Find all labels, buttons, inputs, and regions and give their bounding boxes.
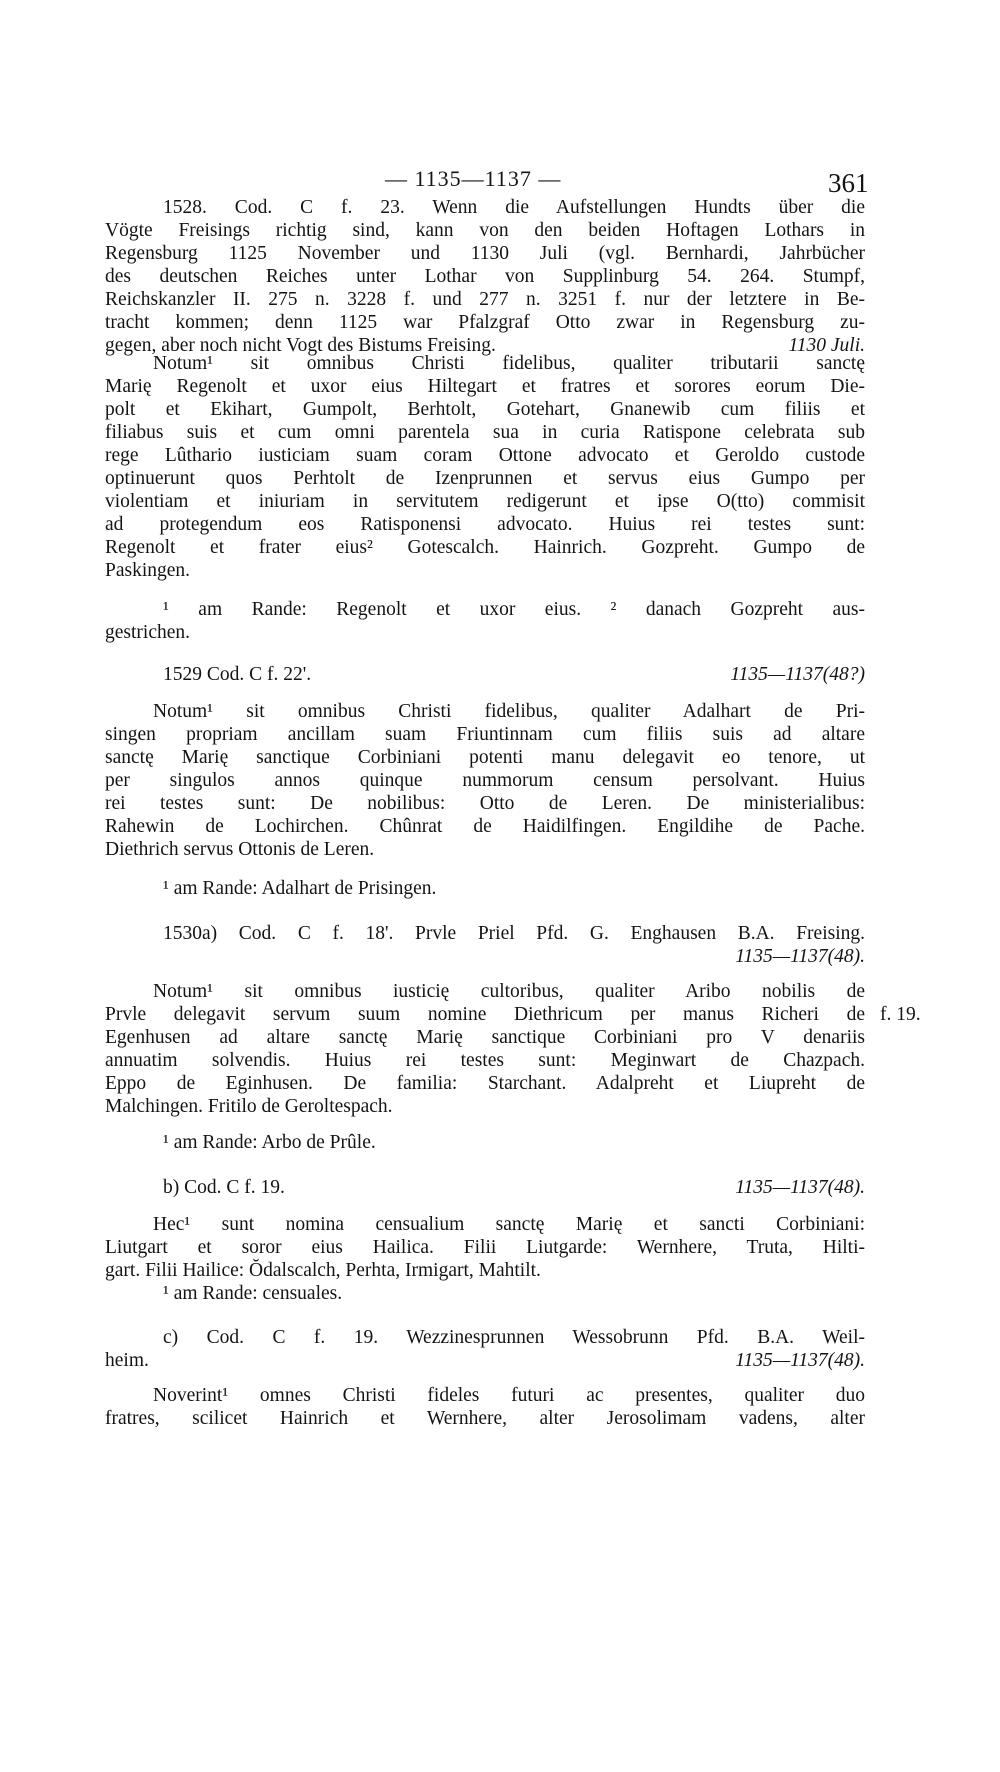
note-line: Vögte Freisings richtig sind, kann von den beiden Hoftagen Lothars in <box>105 220 865 241</box>
entry-date: 1130 Juli. <box>788 335 865 356</box>
note-line: des deutschen Reiches unter Lothar von Supplinburg 54. 264. Stumpf, <box>105 266 865 287</box>
body-line: sanctę Marię sanctique Corbiniani potenti manu delegavit eo tenore, ut <box>105 747 865 768</box>
entry-heading: 1529 Cod. C f. 22'. <box>163 664 312 685</box>
body-line: Egenhusen ad altare sanctę Marię sanctique Corbiniani pro V denariis <box>105 1027 865 1048</box>
entry-1530c-heading <box>105 1326 865 1372</box>
entry-date: 1135—1137(48). <box>735 946 865 967</box>
body-line: optinuerunt quos Perhtolt de Izenprunnen et servus eius Gumpo per <box>105 468 865 489</box>
footnote-line: ¹ am Rande: Adalhart de Prisingen. <box>163 878 437 899</box>
entry-1529-heading <box>105 663 865 686</box>
entry-1530a-footnote <box>105 1131 865 1154</box>
entry-date: 1135—1137(48). <box>735 1350 865 1371</box>
note-line: Regensburg 1125 November und 1130 Juli (vgl. Bernhardi, Jahrbücher <box>105 243 865 264</box>
body-line: filiabus suis et cum omni parentela sua in curia Ratispone celebrata sub <box>105 422 865 443</box>
heading-last-line <box>105 1349 865 1372</box>
entry-1529-body <box>105 700 865 861</box>
body-line: ad protegendum eos Ratisponensi advocato. Huius rei testes sunt: <box>105 514 865 535</box>
body-line: singen propriam ancillam suam Friuntinnam cum filiis suis ad altare <box>105 724 865 745</box>
body-line: Malchingen. Fritilo de Geroltespach. <box>105 1096 393 1117</box>
margin-folio-note: f. 19. <box>880 1004 921 1025</box>
entry-1528-body <box>105 352 865 582</box>
entry-1530c-body <box>105 1384 865 1430</box>
entry-1530b-body <box>105 1213 865 1305</box>
body-line: Paskingen. <box>105 560 191 581</box>
body-line: Eppo de Eginhusen. De familia: Starchant. Adalpreht et Liupreht de <box>105 1073 865 1094</box>
running-head: — 1135—1137 — <box>385 166 562 191</box>
entry-1528-footnote <box>105 598 865 644</box>
page-header <box>0 160 1000 200</box>
body-line: Notum¹ sit omnibus iusticię cultoribus, qualiter Aribo nobilis de <box>153 981 865 1002</box>
entry-heading: b) Cod. C f. 19. <box>163 1177 285 1198</box>
footnote-line: ¹ am Rande: Regenolt et uxor eius. ² danach Gozpreht aus- <box>163 599 865 620</box>
body-line: fratres, scilicet Hainrich et Wernhere, alter Jerosolimam vadens, alter <box>105 1408 865 1429</box>
body-line: gart. Filii Hailice: Ŏdalscalch, Perhta, Irmigart, Mahtilt. <box>105 1260 541 1281</box>
body-line: Notum¹ sit omnibus Christi fidelibus, qualiter Adalhart de Pri- <box>153 701 865 722</box>
entry-heading-cont: heim. <box>105 1350 149 1371</box>
body-line: polt et Ekihart, Gumpolt, Berhtolt, Gotehart, Gnanewib cum filiis et <box>105 399 865 420</box>
page-number: 361 <box>828 168 869 198</box>
note-line: gegen, aber noch nicht Vogt des Bistums Freising. <box>105 335 496 356</box>
body-line: Marię Regenolt et uxor eius Hiltegart et fratres et sorores eorum Die- <box>105 376 865 397</box>
entry-heading: 1530a) Cod. C f. 18'. Prvle Priel Pfd. G. Enghausen B.A. Freising. <box>163 923 865 944</box>
body-line: Diethrich servus Ottonis de Leren. <box>105 839 375 860</box>
footnote-line: ¹ am Rande: Arbo de Prûle. <box>163 1132 376 1153</box>
footnote-line: gestrichen. <box>105 622 191 643</box>
entry-date: 1135—1137(48). <box>735 1177 865 1198</box>
entry-1530a-body <box>105 980 865 1118</box>
entry-1530b-heading <box>105 1176 865 1199</box>
body-line: per singulos annos quinque nummorum censum persolvant. Huius <box>105 770 865 791</box>
entry-1528-note <box>105 196 865 357</box>
body-line: Hec¹ sunt nomina censualium sanctę Marię et sancti Corbiniani: <box>153 1214 865 1235</box>
body-line: rege Lûthario iusticiam suam coram Ottone advocato et Geroldo custode <box>105 445 865 466</box>
entry-heading: c) Cod. C f. 19. Wezzinesprunnen Wessobrunn Pfd. B.A. Weil- <box>163 1327 865 1348</box>
entry-1530a-heading <box>105 922 865 968</box>
footnote-line: ¹ am Rande: censuales. <box>163 1283 343 1304</box>
body-line: Regenolt et frater eius² Gotescalch. Hainrich. Gozpreht. Gumpo de <box>105 537 865 558</box>
body-line: annuatim solvendis. Huius rei testes sunt: Meginwart de Chazpach. <box>105 1050 865 1071</box>
body-line: Notum¹ sit omnibus Christi fidelibus, qualiter tributarii sanctę <box>153 353 865 374</box>
note-line: 1528. Cod. C f. 23. Wenn die Aufstellungen Hundts über die <box>163 197 865 218</box>
body-line: violentiam et iniuriam in servitutem redigerunt et ipse O(tto) commisit <box>105 491 865 512</box>
entry-1529-footnote <box>105 877 865 900</box>
body-line: Prvle delegavit servum suum nomine Diethricum per manus Richeri de <box>105 1004 865 1025</box>
body-line: Noverint¹ omnes Christi fideles futuri ac presentes, qualiter duo <box>153 1385 865 1406</box>
body-line: Liutgart et soror eius Hailica. Filii Liutgarde: Wernhere, Truta, Hilti- <box>105 1237 865 1258</box>
note-line: tracht kommen; denn 1125 war Pfalzgraf Otto zwar in Regensburg zu- <box>105 312 865 333</box>
entry-date: 1135—1137(48?) <box>730 664 865 685</box>
note-line: Reichskanzler II. 275 n. 3228 f. und 277 n. 3251 f. nur der letztere in Be- <box>105 289 865 310</box>
body-line: Rahewin de Lochirchen. Chûnrat de Haidilfingen. Engildihe de Pache. <box>105 816 865 837</box>
body-line: rei testes sunt: De nobilibus: Otto de Leren. De ministerialibus: <box>105 793 865 814</box>
